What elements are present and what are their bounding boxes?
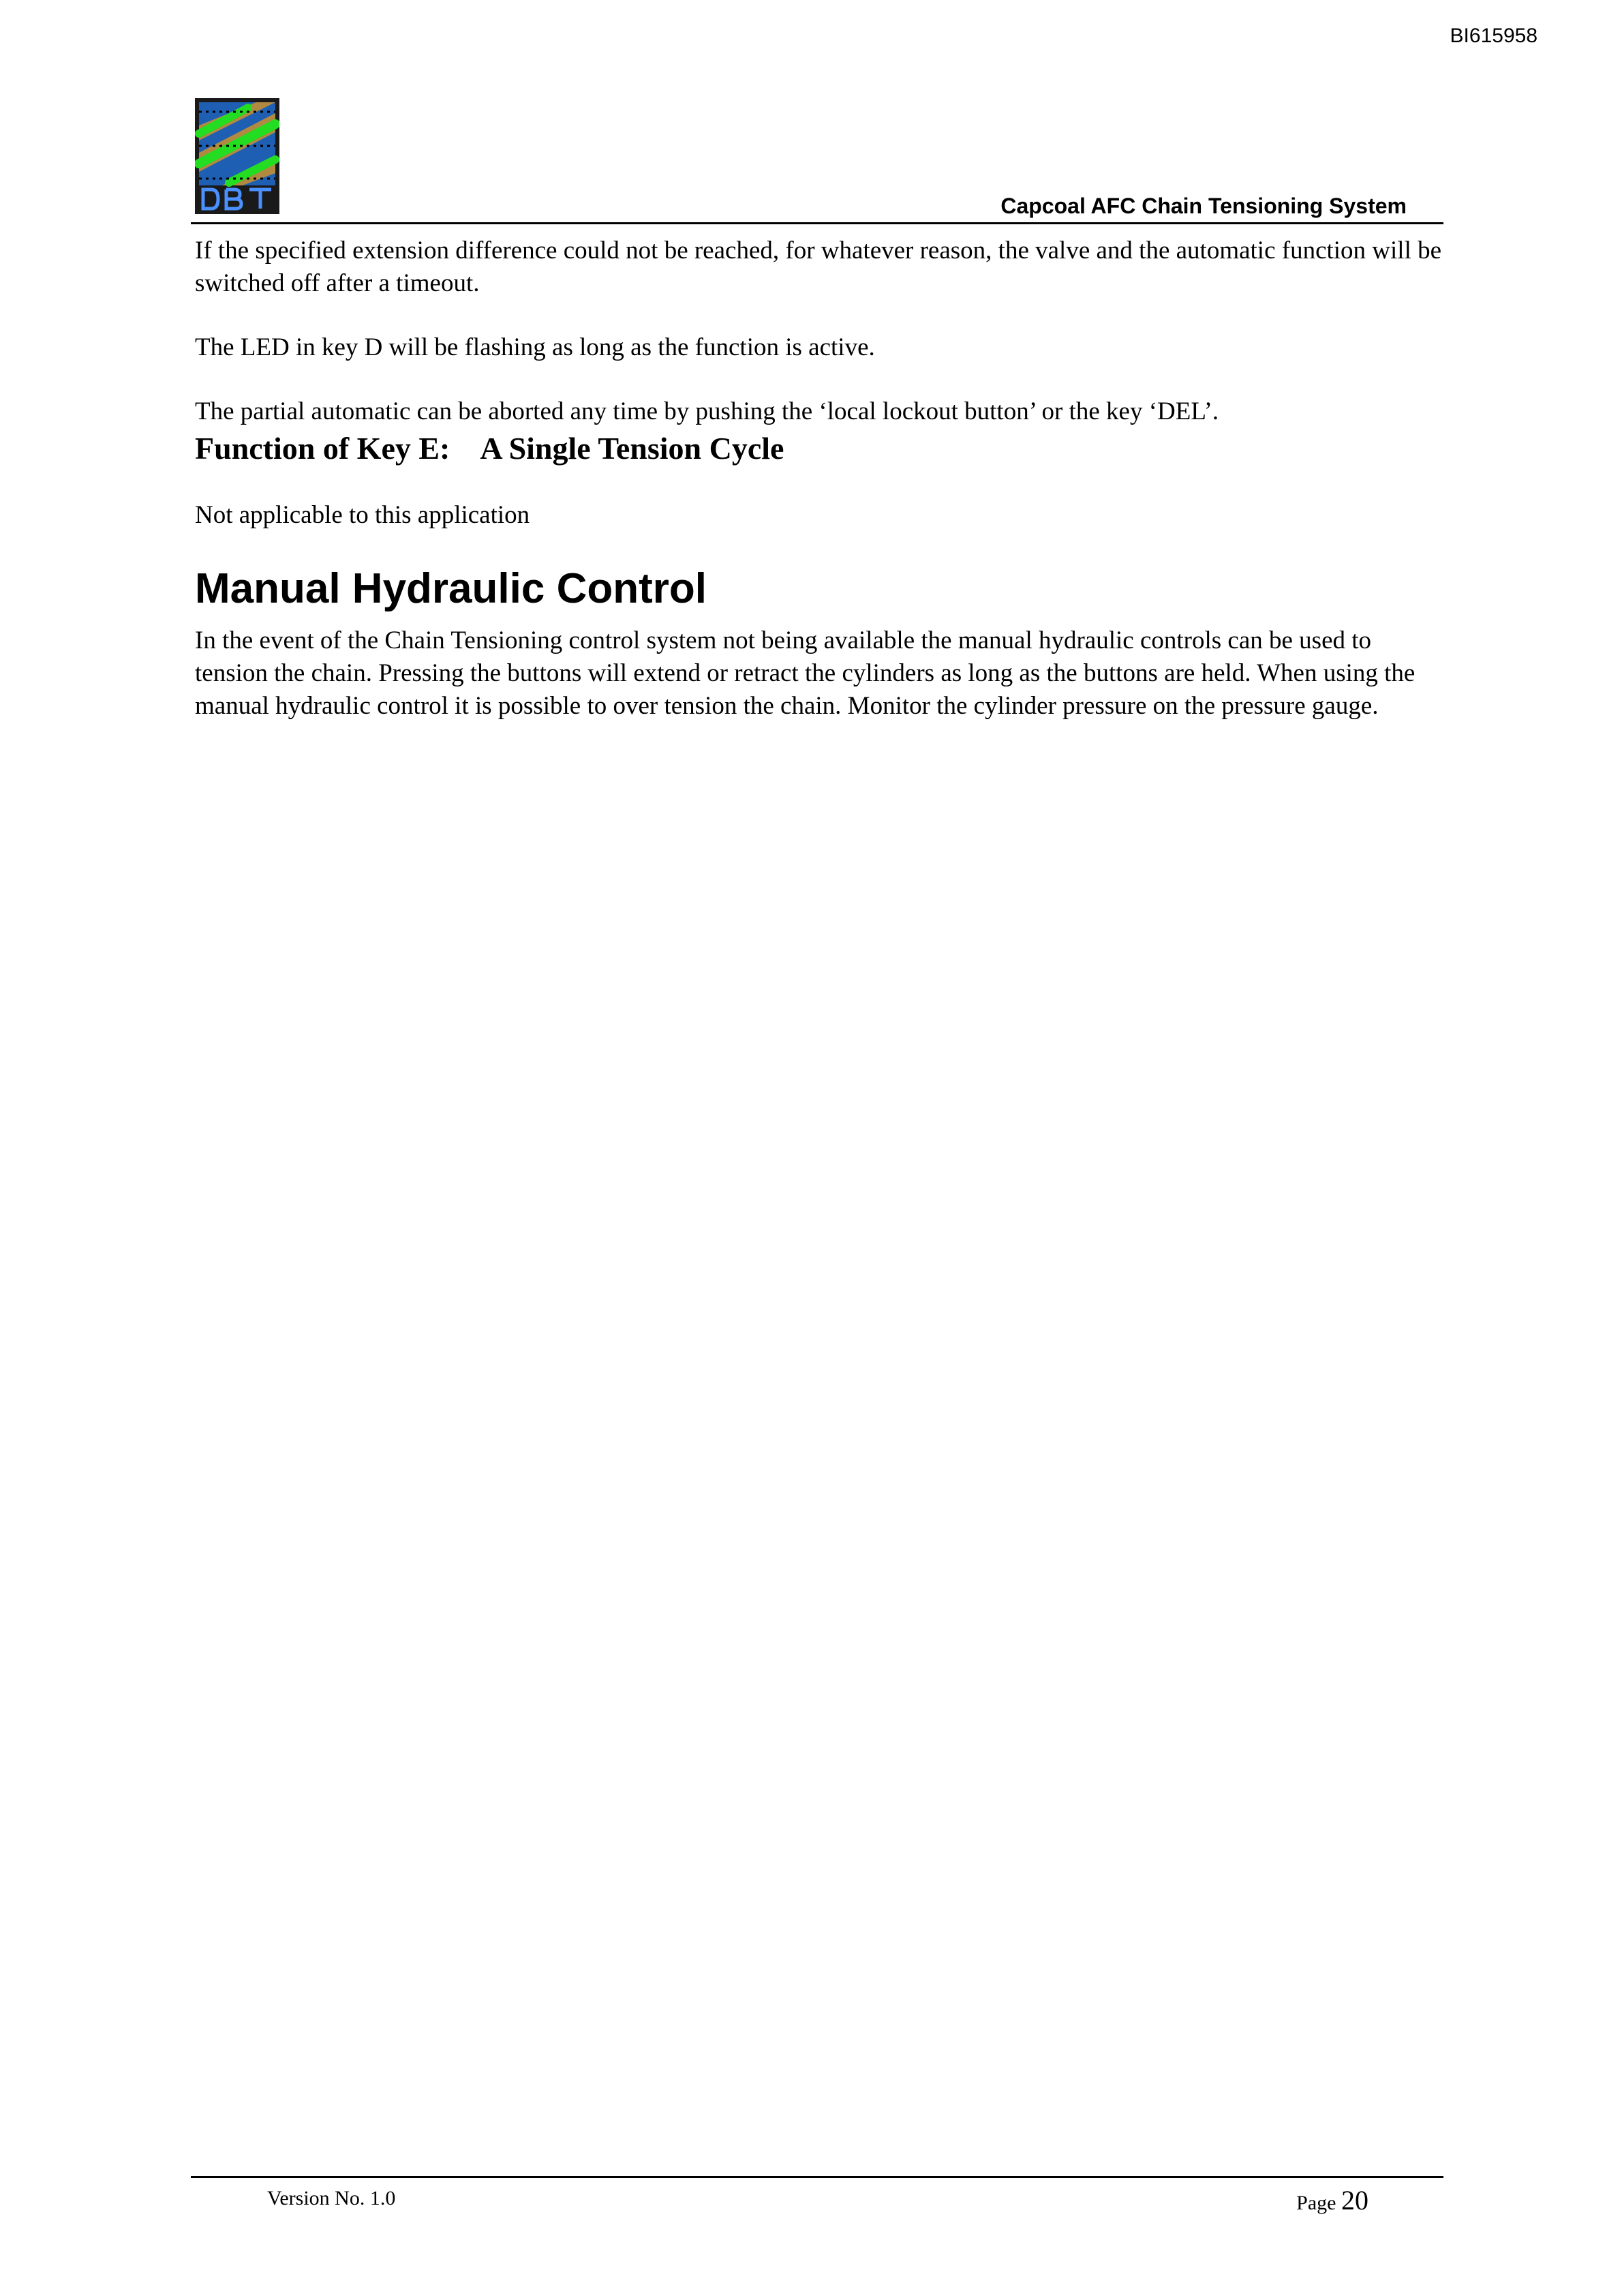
document-id: BI615958 — [1450, 25, 1537, 47]
header-rule — [191, 222, 1443, 224]
footer-page-value: 20 — [1341, 2185, 1368, 2216]
header-title: Capcoal AFC Chain Tensioning System — [1000, 194, 1407, 218]
footer-version: Version No. 1.0 — [267, 2187, 396, 2209]
dbt-logo — [195, 98, 279, 214]
heading-key-e-title: A Single Tension Cycle — [480, 431, 784, 466]
paragraph-led-flashing: The LED in key D will be flashing as long as the function is active. — [195, 333, 875, 361]
footer-page-label: Page — [1296, 2192, 1336, 2214]
paragraph-manual-hydraulic: In the event of the Chain Tensioning control system not being available the manual hydraulic controls can be used to tension the chain. Pressing the buttons will extend or retract the cylinders as long as the buttons are held. When using the manual hydraulic control it is possible to over tension the chain. Monitor the cylinder pressure on the pressure gauge. — [195, 626, 1416, 720]
paragraph-extension-timeout: If the specified extension difference could not be reached, for whatever reason, the valve and the automatic function will be switched off after a timeout. — [195, 237, 1442, 297]
paragraph-not-applicable: Not applicable to this application — [195, 501, 530, 529]
footer-page-number — [1296, 2184, 1368, 2216]
heading-function-key-e — [195, 428, 784, 469]
paragraph-abort-partial-automatic: The partial automatic can be aborted any time by pushing the ‘local lockout button’ or the key ‘DEL’. — [195, 397, 1219, 425]
heading-manual-hydraulic-control: Manual Hydraulic Control — [195, 565, 707, 612]
heading-key-e-label: Function of Key E: — [195, 431, 450, 466]
footer-rule — [191, 2176, 1443, 2178]
